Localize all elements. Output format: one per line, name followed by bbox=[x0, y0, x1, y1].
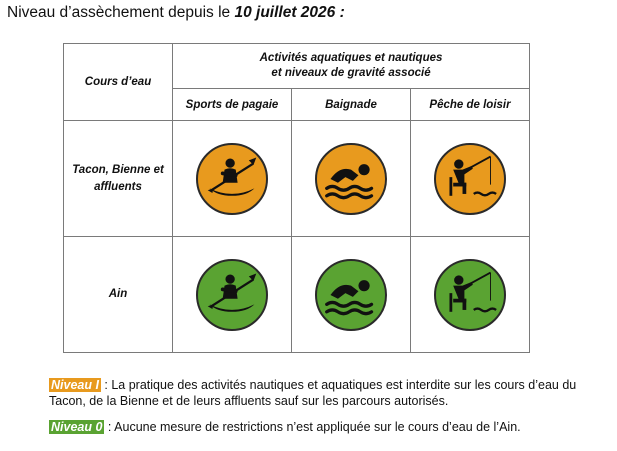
level-badge: Niveau I bbox=[51, 378, 99, 392]
activities-header-line2: et niveaux de gravité associé bbox=[271, 67, 431, 79]
river-label: Ain bbox=[64, 237, 173, 353]
swimmer-icon bbox=[315, 143, 387, 215]
heading-prefix: Niveau d’assèchement depuis le bbox=[7, 4, 235, 21]
table-row bbox=[64, 237, 530, 353]
cell-paddle bbox=[173, 121, 292, 237]
legend-level-0 bbox=[49, 419, 609, 435]
activity-header-fishing: Pêche de loisir bbox=[411, 89, 530, 121]
swimmer-icon bbox=[315, 259, 387, 331]
cell-swim bbox=[292, 237, 411, 353]
table-row bbox=[64, 121, 530, 237]
fishing-icon bbox=[434, 259, 506, 331]
kayak-icon bbox=[196, 143, 268, 215]
page-heading bbox=[7, 4, 345, 22]
activities-header-line1: Activités aquatiques et nautiques bbox=[259, 52, 443, 64]
kayak-icon bbox=[196, 259, 268, 331]
cell-paddle bbox=[173, 237, 292, 353]
activity-header-swim: Baignade bbox=[292, 89, 411, 121]
cell-fishing bbox=[411, 121, 530, 237]
river-label: Tacon, Bienne et affluents bbox=[64, 121, 173, 237]
corner-header: Cours d’eau bbox=[64, 44, 173, 121]
cell-fishing bbox=[411, 237, 530, 353]
activities-header bbox=[173, 44, 530, 89]
cell-swim bbox=[292, 121, 411, 237]
activity-header-paddle: Sports de pagaie bbox=[173, 89, 292, 121]
restrictions-table bbox=[63, 43, 530, 353]
heading-date: 10 juillet 2026 : bbox=[234, 4, 345, 21]
level-badge: Niveau 0 bbox=[51, 420, 103, 434]
legend-level-1 bbox=[49, 377, 609, 409]
legend-text: : Aucune mesure de restrictions n’est appliquée sur le cours d’eau de l’Ain. bbox=[104, 420, 521, 434]
fishing-icon bbox=[434, 143, 506, 215]
legend-text: : La pratique des activités nautiques et aquatiques est interdite sur les cours d’eau du Tacon, de la Bienne et de leurs affluents sauf sur les parcours autorisés. bbox=[49, 378, 577, 408]
